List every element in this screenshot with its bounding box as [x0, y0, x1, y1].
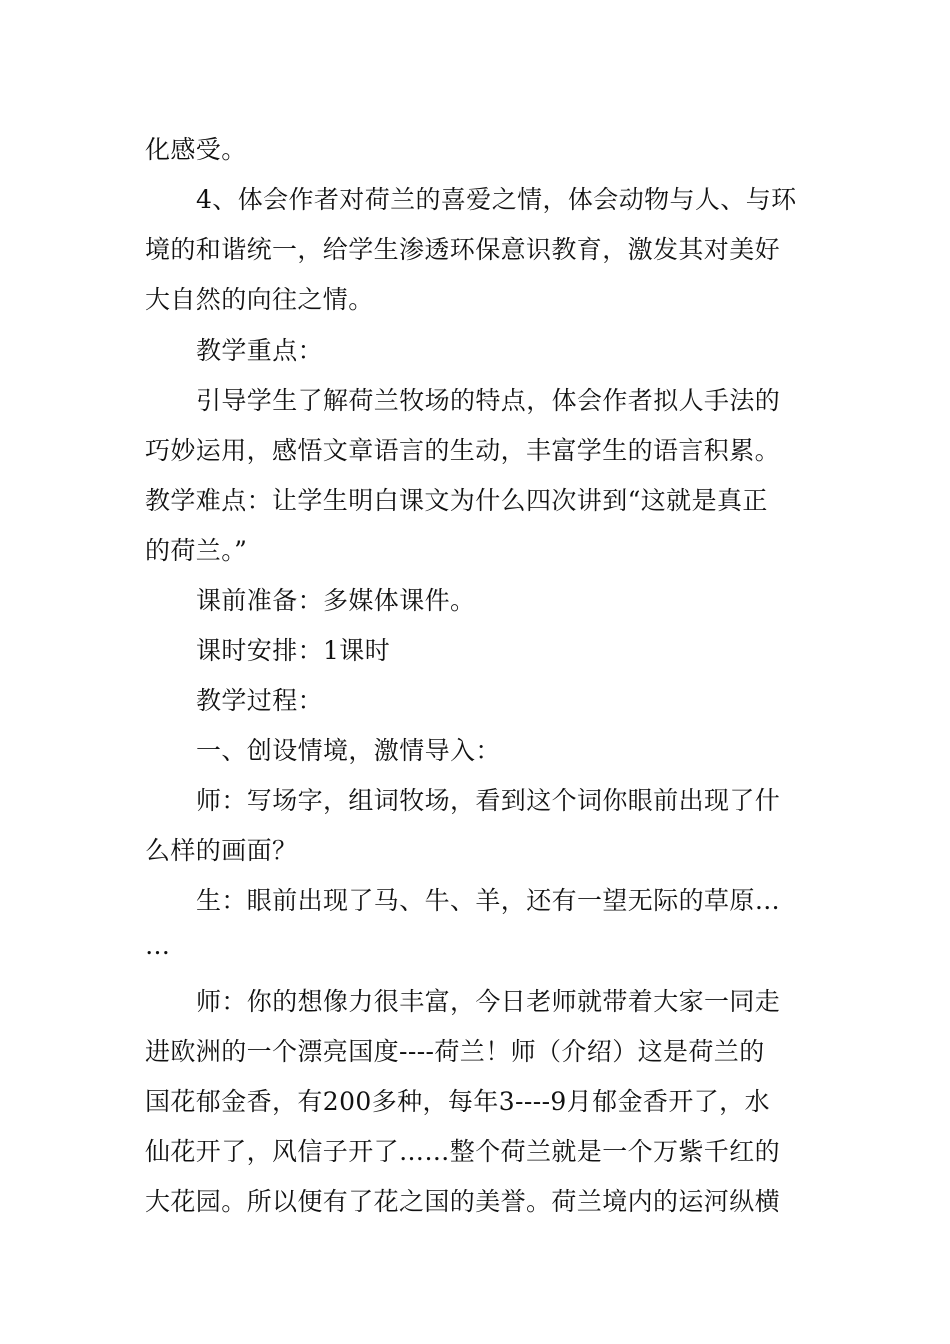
- text-line: …: [145, 931, 171, 960]
- text-line: 化感受。: [145, 135, 247, 164]
- text-line: 国花郁金香，有200多种，每年3----9月郁金香开了，水: [145, 1087, 770, 1116]
- text-line: 仙花开了，风信子开了……整个荷兰就是一个万紫千红的: [145, 1137, 781, 1166]
- text-line: 生：眼前出现了马、牛、羊，还有一望无际的草原…: [196, 886, 781, 915]
- text-line: 一、创设情境，激情导入：: [196, 736, 501, 765]
- text-line: 课时安排：1课时: [196, 636, 391, 665]
- text-line: 师：你的想像力很丰富，今日老师就带着大家一同走: [196, 987, 781, 1016]
- text-line: 大花园。所以便有了花之国的美誉。荷兰境内的运河纵横: [145, 1187, 781, 1216]
- text-line: 教学难点：让学生明白课文为什么四次讲到“这就是真正: [145, 486, 768, 515]
- section-heading: 教学过程：: [196, 686, 324, 715]
- text-line: 引导学生了解荷兰牧场的特点，体会作者拟人手法的: [196, 386, 781, 415]
- text-line: 4、体会作者对荷兰的喜爱之情，体会动物与人、与环: [196, 185, 797, 214]
- text-line: 么样的画面？: [145, 836, 298, 865]
- text-line: 的荷兰。”: [145, 536, 248, 565]
- text-line: 大自然的向往之情。: [145, 285, 374, 314]
- text-line: 巧妙运用，感悟文章语言的生动，丰富学生的语言积累。: [145, 436, 781, 465]
- text-line: 师：写场字，组词牧场，看到这个词你眼前出现了什: [196, 786, 781, 815]
- text-line: 课前准备：多媒体课件。: [196, 586, 476, 615]
- section-heading: 教学重点：: [196, 336, 324, 365]
- text-line: 境的和谐统一，给学生渗透环保意识教育，激发其对美好: [145, 235, 781, 264]
- text-line: 进欧洲的一个漂亮国度----荷兰！师（介绍）这是荷兰的: [145, 1037, 765, 1066]
